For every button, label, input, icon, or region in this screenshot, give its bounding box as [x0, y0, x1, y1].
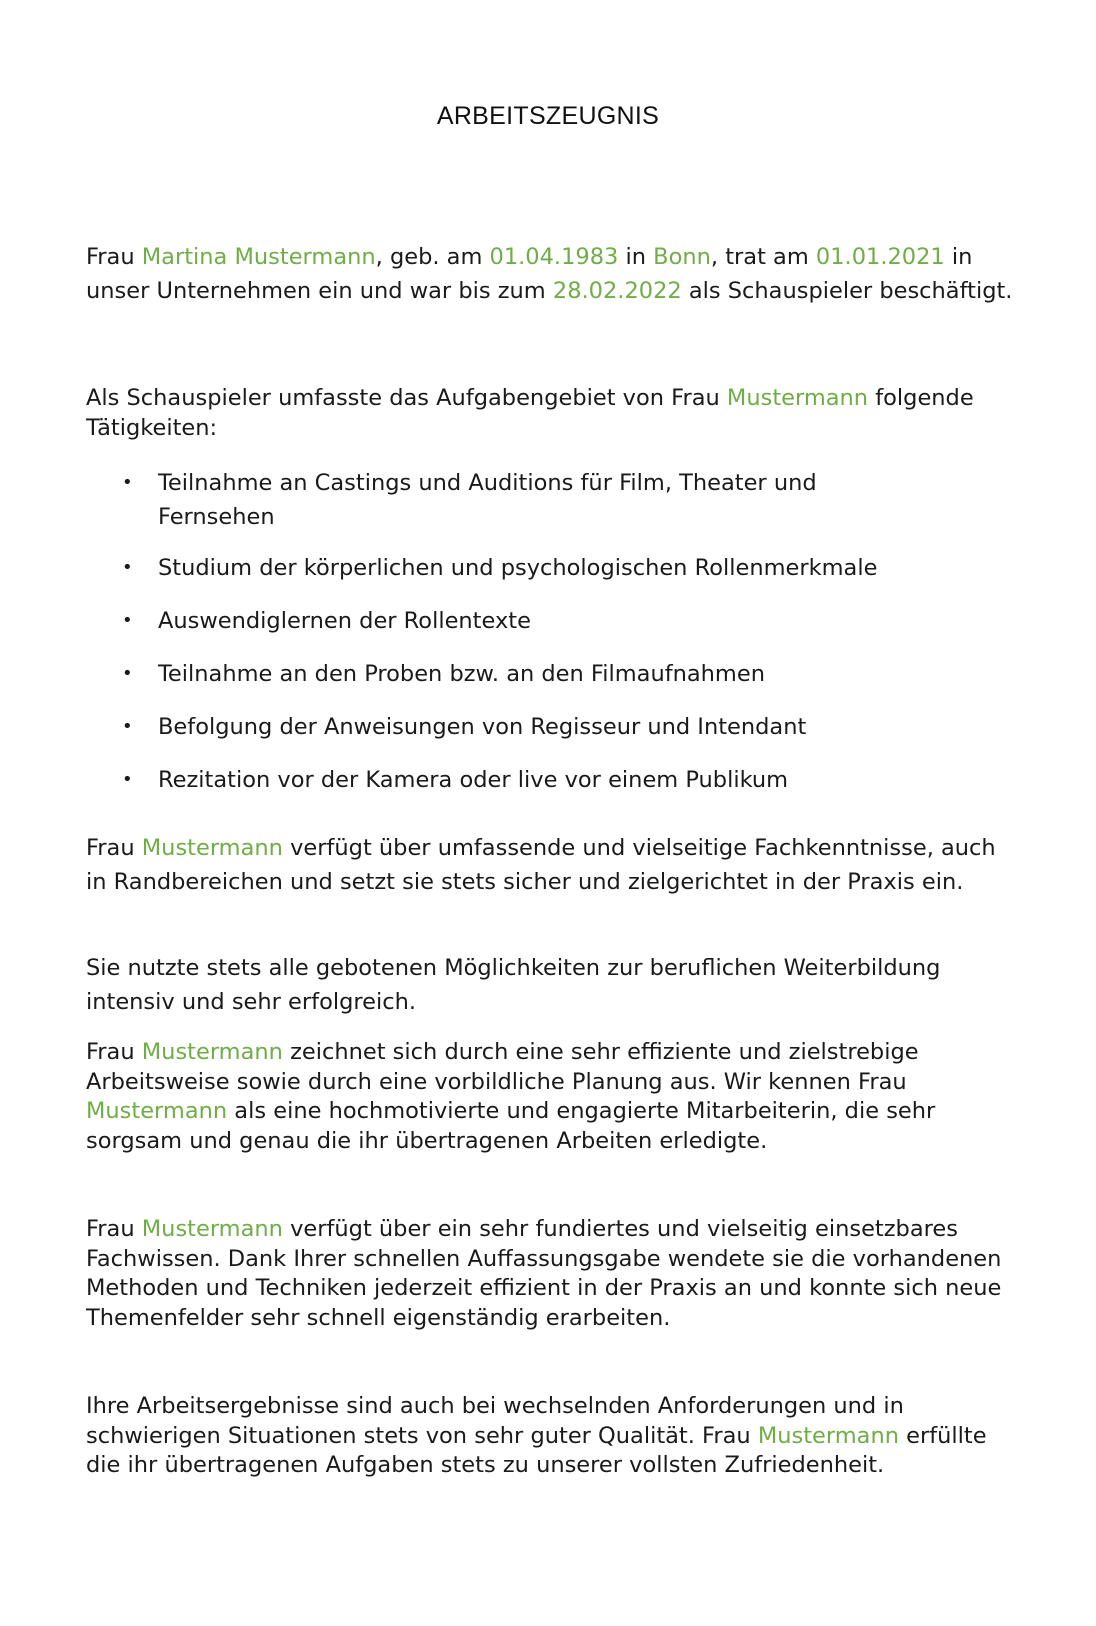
knowledge-text: Frau — [86, 835, 142, 861]
employee-surname: Mustermann — [726, 385, 869, 411]
intro-paragraph — [86, 240, 1016, 308]
birth-place: Bonn — [653, 244, 711, 270]
intro-text: als Schauspieler beschäftigt. — [681, 278, 1013, 304]
task-text: Teilnahme an Castings und Auditions für Film, Theater und Fernsehen — [158, 470, 817, 530]
task-item — [86, 657, 1016, 691]
bullet-dot-icon: • — [122, 716, 133, 737]
training-paragraph: Sie nutzte stets alle gebotenen Möglichkeiten zur beruflichen Weiterbildung intensiv und sehr erfolgreich. — [86, 955, 941, 1015]
knowledge-text: verfügt über umfassende und vielseitige Fachkenntnisse, auch in Randbereichen und setzt sie stets sicher und zielgerichtet in der Praxis ein. — [86, 835, 996, 895]
task-text: Auswendiglernen der Rollentexte — [158, 608, 531, 634]
bullet-dot-icon: • — [122, 472, 133, 493]
bullet-dot-icon: • — [122, 663, 133, 684]
employee-surname: Mustermann — [141, 1216, 283, 1242]
employee-surname: Mustermann — [86, 1098, 228, 1124]
task-text: Befolgung der Anweisungen von Regisseur und Intendant — [158, 714, 807, 740]
results-text: Ihre Arbeitsergebnisse sind auch bei wechselnden Anforderungen und in schwierigen Situationen stets von sehr guter Qualität. Frau — [86, 1393, 904, 1449]
intro-text: Frau — [86, 244, 142, 270]
task-text: Teilnahme an den Proben bzw. an den Filmaufnahmen — [158, 661, 765, 687]
bullet-dot-icon: • — [122, 769, 133, 790]
bullet-dot-icon: • — [122, 610, 133, 631]
intro-text: , trat am — [710, 244, 816, 270]
task-item — [86, 763, 1016, 797]
start-date: 01.01.2021 — [815, 244, 945, 270]
knowledge-paragraph — [86, 831, 1016, 899]
employee-surname: Mustermann — [141, 835, 283, 861]
task-item — [86, 466, 1016, 534]
document-title: ARBEITSZEUGNIS — [436, 102, 660, 130]
workstyle-text: als eine hochmotivierte und engagierte Mitarbeiterin, die sehr sorgsam und genau die ihr übertragenen Arbeiten erledigte. — [86, 1098, 936, 1154]
bullet-dot-icon: • — [122, 557, 133, 578]
task-text: Studium der körperlichen und psychologischen Rollenmerkmale — [158, 555, 878, 581]
tasks-intro-text: Als Schauspieler umfasste das Aufgabengebiet von Frau — [86, 385, 727, 411]
tasks-intro-paragraph — [86, 384, 1016, 443]
task-item — [86, 604, 1016, 638]
workstyle-text: zeichnet sich durch eine sehr effiziente und zielstrebige Arbeitsweise sowie durch eine vorbildliche Planung aus. Wir kennen Frau — [86, 1039, 919, 1095]
expertise-text: Frau — [86, 1216, 142, 1242]
tasks-intro-text: folgende Tätigkeiten: — [86, 385, 974, 441]
employee-surname: Mustermann — [757, 1422, 899, 1449]
task-item — [86, 710, 1016, 744]
birth-date: 01.04.1983 — [489, 244, 619, 270]
task-text: Rezitation vor der Kamera oder live vor einem Publikum — [158, 767, 789, 793]
workstyle-text: Frau — [86, 1039, 142, 1065]
workstyle-paragraph — [86, 1038, 1016, 1156]
task-item — [86, 551, 1016, 585]
intro-text: in — [618, 244, 654, 270]
intro-text: in unser Unternehmen ein und war bis zum — [86, 244, 973, 304]
intro-text: , geb. am — [375, 244, 490, 270]
expertise-text: verfügt über ein sehr fundiertes und vielseitig einsetzbares Fachwissen. Dank Ihrer schnellen Auffassungsgabe wendete sie die vorhandenen Methoden und Techniken jederzeit effizient in der Praxis an und konnte sich neue Themenfelder sehr schnell eigenständig erarbeiten. — [86, 1216, 1002, 1331]
results-text: erfüllte die ihr übertragenen Aufgaben stets zu unserer vollsten Zufriedenheit. — [86, 1422, 987, 1478]
expertise-paragraph — [86, 1215, 1016, 1333]
employee-name: Martina Mustermann — [141, 244, 376, 270]
results-paragraph — [86, 1392, 1016, 1481]
end-date: 28.02.2022 — [552, 278, 682, 304]
employee-surname: Mustermann — [141, 1039, 283, 1065]
